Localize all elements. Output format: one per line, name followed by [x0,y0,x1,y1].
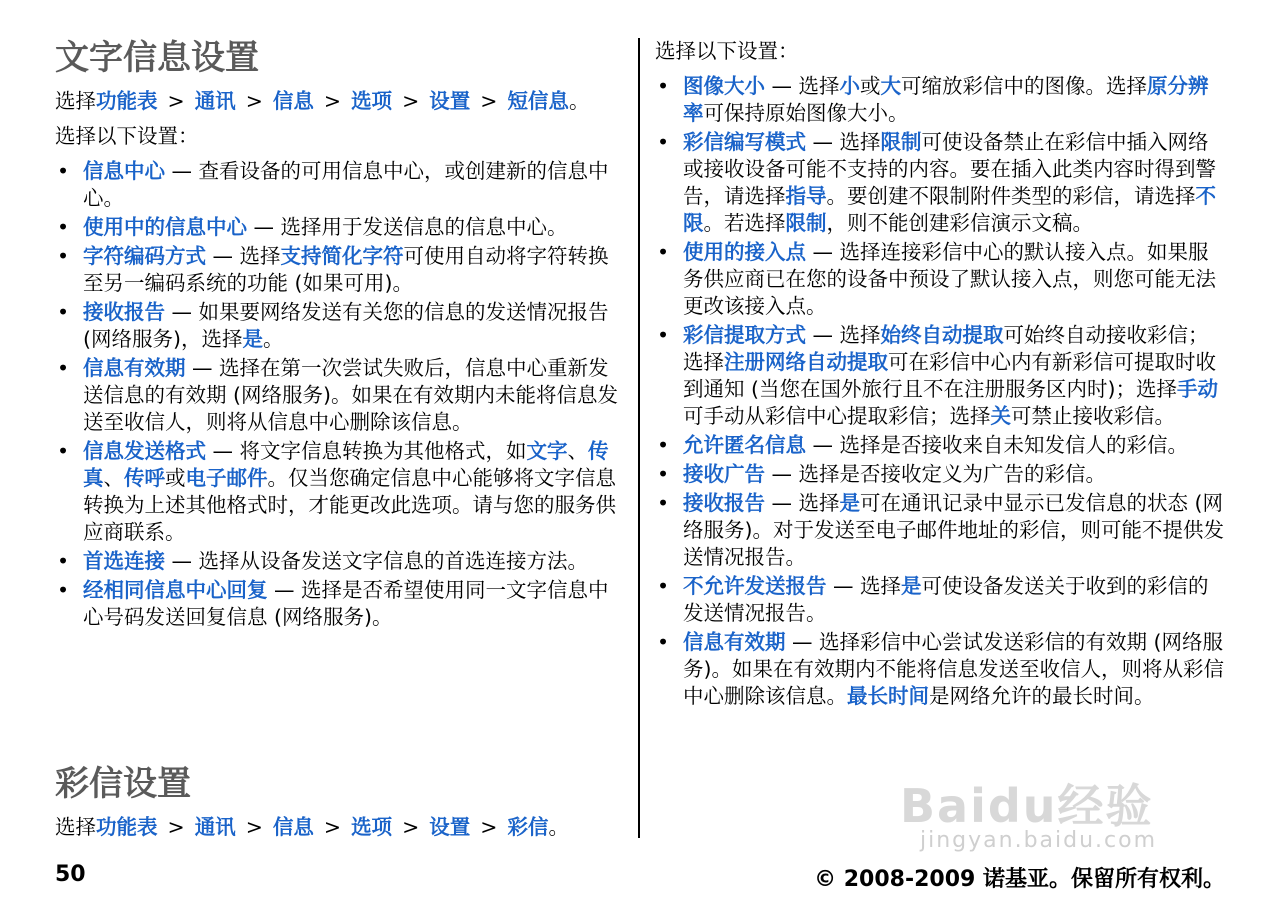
nav-item: 信息 [272,815,314,839]
list-item: • 首选连接 — 选择从设备发送文字信息的首选连接方法。 [55,548,627,575]
nav-item: 短信息 [507,89,569,113]
nav-item: 设置 [429,89,471,113]
list-item: • 经相同信息中心回复 — 选择是否希望使用同一文字信息中心号码发送回复信息 (网络服务)。 [55,577,627,631]
nav-item: 功能表 [96,815,158,839]
list-item: • 字符编码方式 — 选择支持简化字符可使用自动将字符转换至另一编码系统的功能 (如果可用)。 [55,243,627,297]
list-item: • 使用中的信息中心 — 选择用于发送信息的信息中心。 [55,214,627,241]
right-column [655,38,1229,712]
list-item: • 信息中心 — 查看设备的可用信息中心，或创建新的信息中心。 [55,158,627,212]
list-item: • 使用的接入点 — 选择连接彩信中心的默认接入点。如果服务供应商已在您的设备中预设了默认接入点，则您可能无法更改该接入点。 [655,239,1229,320]
watermark-url: jingyan.baidu.com [920,828,1158,853]
list-item: • 彩信编写模式 — 选择限制可使设备禁止在彩信中插入网络或接收设备可能不支持的内容。要在插入此类内容时得到警告，请选择指导。要创建不限制附件类型的彩信，请选择不限。若选择限制，则不能创建彩信演示文稿。 [655,129,1229,237]
nav-item: 彩信 [507,815,549,839]
nav-item: 通讯 [194,815,236,839]
list-item: • 接收报告 — 如果要网络发送有关您的信息的发送情况报告 (网络服务)，选择是。 [55,299,627,353]
settings-list [655,73,1229,710]
nav-item: 选项 [351,815,393,839]
page-number: 50 [55,862,86,887]
page-title: 文字信息设置 [55,38,259,78]
mms-section [55,756,635,849]
list-item: • 不允许发送报告 — 选择是可使设备发送关于收到的彩信的发送情况报告。 [655,573,1229,627]
left-column [55,30,627,633]
intro-text: 选择以下设置： [55,124,199,148]
list-item: • 彩信提取方式 — 选择始终自动提取可始终自动接收彩信；选择注册网络自动提取可在彩信中心内有新彩信可提取时收到通知 (当您在国外旅行且不在注册服务区内时)；选择手动可手动从彩信中心提取彩信；选择关可禁止接收彩信。 [655,322,1229,430]
nav-item: 通讯 [194,89,236,113]
list-item: • 接收报告 — 选择是可在通讯记录中显示已发信息的状态 (网络服务)。对于发送至电子邮件地址的彩信，则可能不提供发送情况报告。 [655,490,1229,571]
nav-item: 功能表 [96,89,158,113]
nav-path: 选择功能表 > 通讯 > 信息 > 选项 > 设置 > 彩信。 [55,815,569,839]
list-item: • 允许匿名信息 — 选择是否接收来自未知发信人的彩信。 [655,432,1229,459]
intro-text: 选择以下设置： [655,39,799,63]
list-item: • 信息有效期 — 选择在第一次尝试失败后，信息中心重新发送信息的有效期 (网络服务)。如果在有效期内未能将信息发送至收信人，则将从信息中心删除该信息。 [55,355,627,436]
section-title: 彩信设置 [55,764,191,804]
nav-path: 选择功能表 > 通讯 > 信息 > 选项 > 设置 > 短信息。 [55,89,590,113]
settings-list [55,158,627,631]
list-item: • 图像大小 — 选择小或大可缩放彩信中的图像。选择原分辨率可保持原始图像大小。 [655,73,1229,127]
nav-item: 选项 [351,89,393,113]
watermark: Baidu经验 jingyan.baidu.com [900,779,1158,853]
column-divider [638,38,640,838]
nav-item: 信息 [272,89,314,113]
copyright: © 2008-2009 诺基亚。保留所有权利。 [814,867,1225,892]
list-item: • 信息发送格式 — 将文字信息转换为其他格式，如文字、传真、传呼或电子邮件。仅当您确定信息中心能够将文字信息转换为上述其他格式时，才能更改此选项。请与您的服务供应商联系。 [55,438,627,546]
list-item: • 接收广告 — 选择是否接收定义为广告的彩信。 [655,461,1229,488]
nav-item: 设置 [429,815,471,839]
list-item: • 信息有效期 — 选择彩信中心尝试发送彩信的有效期 (网络服务)。如果在有效期内不能将信息发送至收信人，则将从彩信中心删除该信息。最长时间是网络允许的最长时间。 [655,629,1229,710]
